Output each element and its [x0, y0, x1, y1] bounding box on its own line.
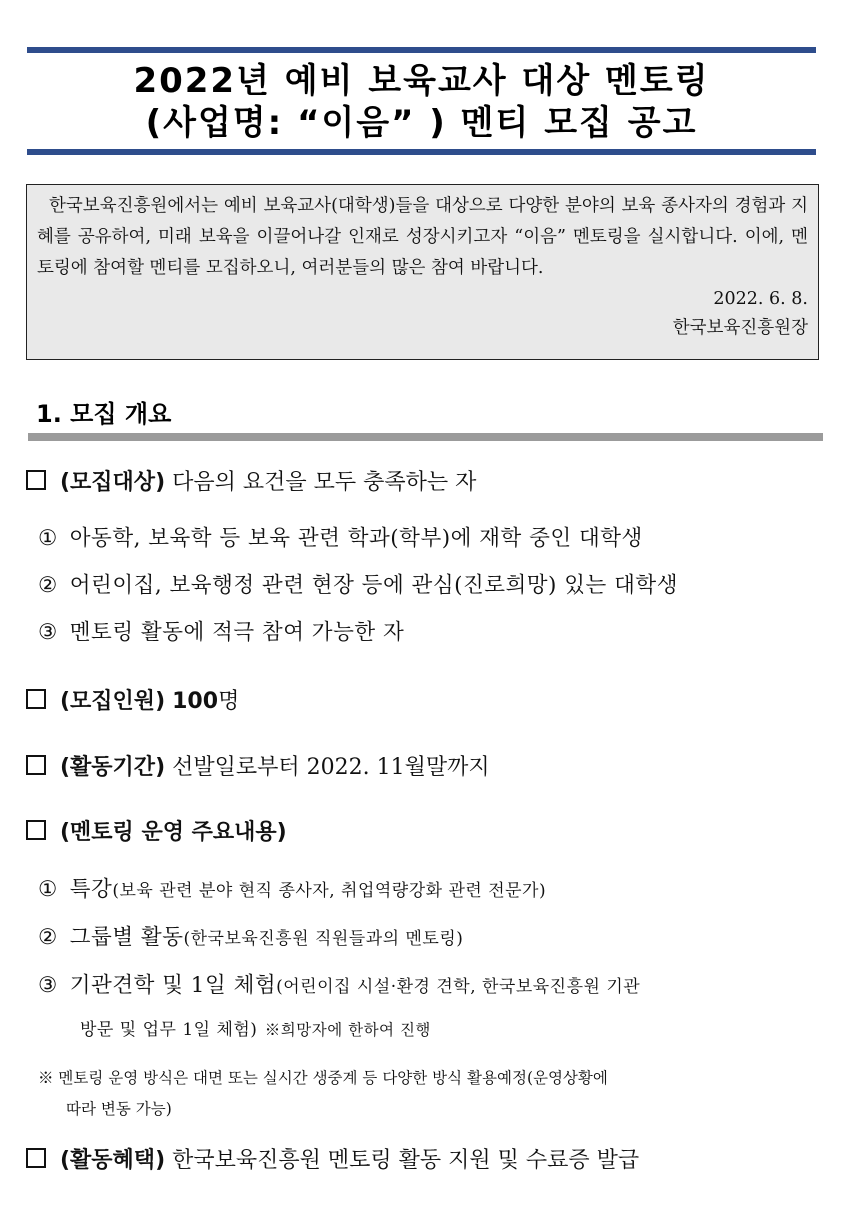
target-row: [26, 465, 476, 496]
section-title: 1. 모집 개요: [36, 400, 172, 428]
content-item-1: ① 특강(보육 관련 분야 현직 종사자, 취업역량강화 관련 전문가): [38, 877, 547, 902]
checkbox-square-icon: [26, 470, 46, 490]
content-item-3-note: ※희망자에 한하여 진행: [264, 1021, 431, 1039]
headcount-value: 100: [172, 689, 219, 714]
target-item-1: ① 아동학, 보육학 등 보육 관련 학과(학부)에 재학 중인 대학생: [38, 526, 643, 551]
period-label: (활동기간): [60, 755, 166, 780]
checkbox-square-icon: [26, 689, 46, 709]
content-item-3-cont: 방문 및 업무 1일 체험) ※희망자에 한하여 진행: [80, 1020, 431, 1040]
content-footnote-line1: ※ 멘토링 운영 방식은 대면 또는 실시간 생중계 등 다양한 방식 활용예정(운영상황에: [38, 1069, 608, 1087]
checkbox-square-icon: [26, 820, 46, 840]
target-text: 다음의 요건을 모두 충족하는 자: [172, 470, 477, 495]
content-footnote-line2: 따라 변동 가능): [66, 1100, 172, 1118]
target-label: (모집대상): [60, 470, 166, 495]
content-label: (멘토링 운영 주요내용): [60, 820, 287, 845]
title-bottom-rule: [27, 149, 816, 155]
checkbox-square-icon: [26, 755, 46, 775]
target-item-3: ③ 멘토링 활동에 적극 참여 가능한 자: [38, 620, 405, 645]
content-row: [26, 815, 287, 846]
notice-issuer: 한국보육진흥원장: [672, 318, 808, 338]
benefit-text: 한국보육진흥원 멘토링 활동 지원 및 수료증 발급: [172, 1148, 640, 1173]
title-top-rule: [27, 47, 816, 53]
content-item-2: ② 그룹별 활동(한국보육진흥원 직원들과의 멘토링): [38, 925, 464, 950]
notice-box: [26, 184, 819, 360]
headcount-label: (모집인원): [60, 689, 166, 714]
headcount-unit: 명: [218, 689, 240, 714]
benefit-label: (활동혜택): [60, 1148, 166, 1173]
notice-body: 한국보육진흥원에서는 예비 보육교사(대학생)들을 대상으로 다양한 분야의 보육 종사자의 경험과 지혜를 공유하여, 미래 보육을 이끌어나갈 인재로 성장시키고자 “이음” 멘토링을 실시합니다. 이에, 멘토링에 참여할 멘티를 모집하오니, 여러분들의 많은 참여 바랍니다.: [37, 196, 808, 278]
target-item-2: ② 어린이집, 보육행정 관련 현장 등에 관심(진로희망) 있는 대학생: [38, 573, 678, 598]
page-title-line1: 2022년 예비 보육교사 대상 멘토링: [133, 61, 710, 101]
page-title-line2: (사업명: “이음” ) 멘티 모집 공고: [145, 103, 698, 143]
period-row: [26, 750, 490, 781]
headcount-row: [26, 684, 239, 715]
checkbox-square-icon: [26, 1148, 46, 1168]
period-text: 선발일로부터 2022. 11월말까지: [172, 755, 490, 780]
section-divider: [28, 433, 823, 441]
notice-date: 2022. 6. 8.: [713, 289, 808, 309]
benefit-row: [26, 1143, 639, 1174]
content-item-3: ③ 기관견학 및 1일 체험(어린이집 시설·환경 견학, 한국보육진흥원 기관: [38, 973, 641, 998]
